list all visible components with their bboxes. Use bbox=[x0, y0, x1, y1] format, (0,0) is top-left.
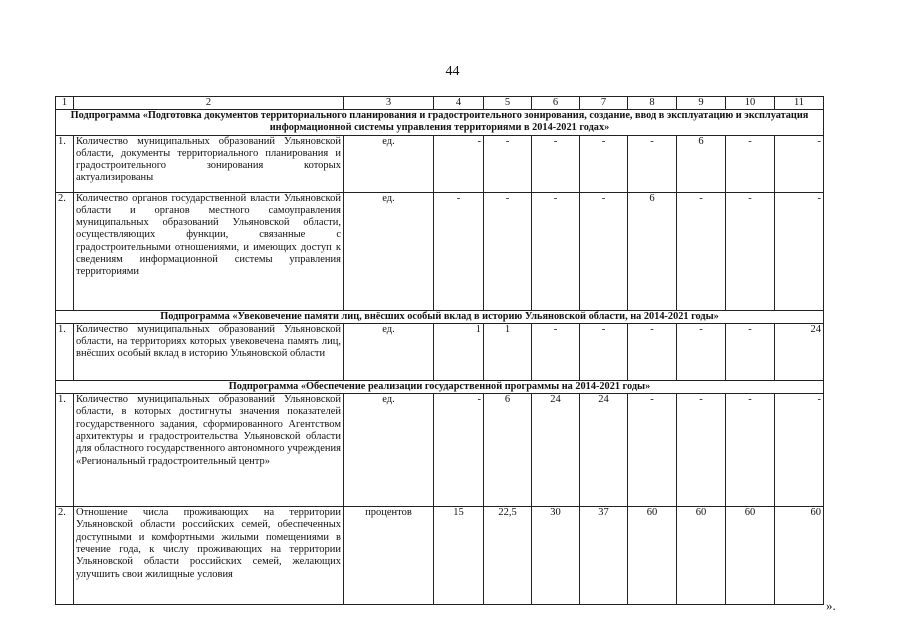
row-number: 2. bbox=[56, 507, 74, 605]
indicator-description: Отношение числа проживающих на территории Ульяновской области российских семей, обеспеченных доступными и комфортными жилыми помещениями в течение года, к числу проживающих на территории Ульяновской области российских семей, желающих улучшить свои жилищные условия bbox=[74, 507, 344, 605]
value-cell: - bbox=[775, 192, 824, 310]
value-cell: - bbox=[628, 323, 677, 380]
value-cell: - bbox=[532, 323, 580, 380]
value-cell: - bbox=[726, 135, 775, 192]
indicator-description: Количество муниципальных образований Ульяновской области, документы территориального планирования и градостроительного зонирования которых актуализированы bbox=[74, 135, 344, 192]
unit-cell: ед. bbox=[344, 135, 434, 192]
value-cell: 6 bbox=[484, 394, 532, 507]
row-number: 2. bbox=[56, 192, 74, 310]
table-row bbox=[56, 135, 824, 192]
value-cell: - bbox=[580, 323, 628, 380]
subprogram-title: Подпрограмма «Подготовка документов территориального планирования и градостроительного зонирования, создание, ввод в эксплуатацию и эксплуатация информационной системы управления территориями в 2014-2021 годах» bbox=[56, 110, 824, 136]
row-number: 1. bbox=[56, 135, 74, 192]
value-cell: - bbox=[677, 192, 726, 310]
table-header-row bbox=[56, 97, 824, 110]
value-cell: 6 bbox=[628, 192, 677, 310]
table-row bbox=[56, 507, 824, 605]
indicator-description: Количество органов государственной власти Ульяновской области и органов местного самоуправления муниципальных образований Ульяновской области, осуществляющих функции, связанные с градостроительными отношениями, и имеющих доступ к сведениям информационной системы управления территориями bbox=[74, 192, 344, 310]
value-cell: 24 bbox=[580, 394, 628, 507]
value-cell: 60 bbox=[677, 507, 726, 605]
value-cell: - bbox=[532, 135, 580, 192]
header-cell: 11 bbox=[775, 97, 824, 110]
value-cell: - bbox=[628, 135, 677, 192]
value-cell: 60 bbox=[628, 507, 677, 605]
row-number: 1. bbox=[56, 394, 74, 507]
header-cell: 10 bbox=[726, 97, 775, 110]
unit-cell: ед. bbox=[344, 192, 434, 310]
header-cell: 2 bbox=[74, 97, 344, 110]
value-cell: 37 bbox=[580, 507, 628, 605]
value-cell: - bbox=[434, 135, 484, 192]
value-cell: - bbox=[775, 394, 824, 507]
unit-cell: процентов bbox=[344, 507, 434, 605]
header-cell: 4 bbox=[434, 97, 484, 110]
value-cell: 22,5 bbox=[484, 507, 532, 605]
closing-quote-mark: ». bbox=[826, 598, 836, 613]
table-row bbox=[56, 323, 824, 380]
value-cell: - bbox=[775, 135, 824, 192]
subprogram-heading-row bbox=[56, 110, 824, 136]
header-cell: 6 bbox=[532, 97, 580, 110]
value-cell: - bbox=[484, 192, 532, 310]
value-cell: - bbox=[677, 394, 726, 507]
value-cell: - bbox=[580, 135, 628, 192]
value-cell: - bbox=[726, 394, 775, 507]
row-number: 1. bbox=[56, 323, 74, 380]
header-cell: 7 bbox=[580, 97, 628, 110]
indicators-table bbox=[55, 96, 824, 605]
unit-cell: ед. bbox=[344, 394, 434, 507]
value-cell: 1 bbox=[484, 323, 532, 380]
value-cell: - bbox=[628, 394, 677, 507]
value-cell: 24 bbox=[775, 323, 824, 380]
value-cell: - bbox=[677, 323, 726, 380]
indicator-description: Количество муниципальных образований Ульяновской области, на территориях которых увековечена память лиц, внёсших особый вклад в историю Ульяновской области bbox=[74, 323, 344, 380]
subprogram-heading-row bbox=[56, 380, 824, 393]
header-cell: 5 bbox=[484, 97, 532, 110]
value-cell: 60 bbox=[726, 507, 775, 605]
header-cell: 9 bbox=[677, 97, 726, 110]
page-number: 44 bbox=[445, 64, 460, 79]
header-cell: 3 bbox=[344, 97, 434, 110]
value-cell: - bbox=[434, 394, 484, 507]
value-cell: 30 bbox=[532, 507, 580, 605]
value-cell: - bbox=[484, 135, 532, 192]
value-cell: 15 bbox=[434, 507, 484, 605]
value-cell: 60 bbox=[775, 507, 824, 605]
value-cell: - bbox=[726, 192, 775, 310]
value-cell: 1 bbox=[434, 323, 484, 380]
subprogram-heading-row bbox=[56, 310, 824, 323]
unit-cell: ед. bbox=[344, 323, 434, 380]
value-cell: 6 bbox=[677, 135, 726, 192]
value-cell: - bbox=[726, 323, 775, 380]
table-row bbox=[56, 394, 824, 507]
value-cell: 24 bbox=[532, 394, 580, 507]
value-cell: - bbox=[532, 192, 580, 310]
table-row bbox=[56, 192, 824, 310]
subprogram-title: Подпрограмма «Обеспечение реализации государственной программы на 2014-2021 годы» bbox=[56, 380, 824, 393]
header-cell: 1 bbox=[56, 97, 74, 110]
header-cell: 8 bbox=[628, 97, 677, 110]
subprogram-title: Подпрограмма «Увековечение памяти лиц, внёсших особый вклад в историю Ульяновской области, на 2014-2021 годы» bbox=[56, 310, 824, 323]
indicator-description: Количество муниципальных образований Ульяновской области, в которых достигнуты значения показателей государственного задания, сформированного Агентством архитектуры и градостроительства Ульяновской области для областного государственного автономного учреждения «Региональный градостроительный центр» bbox=[74, 394, 344, 507]
value-cell: - bbox=[580, 192, 628, 310]
value-cell: - bbox=[434, 192, 484, 310]
